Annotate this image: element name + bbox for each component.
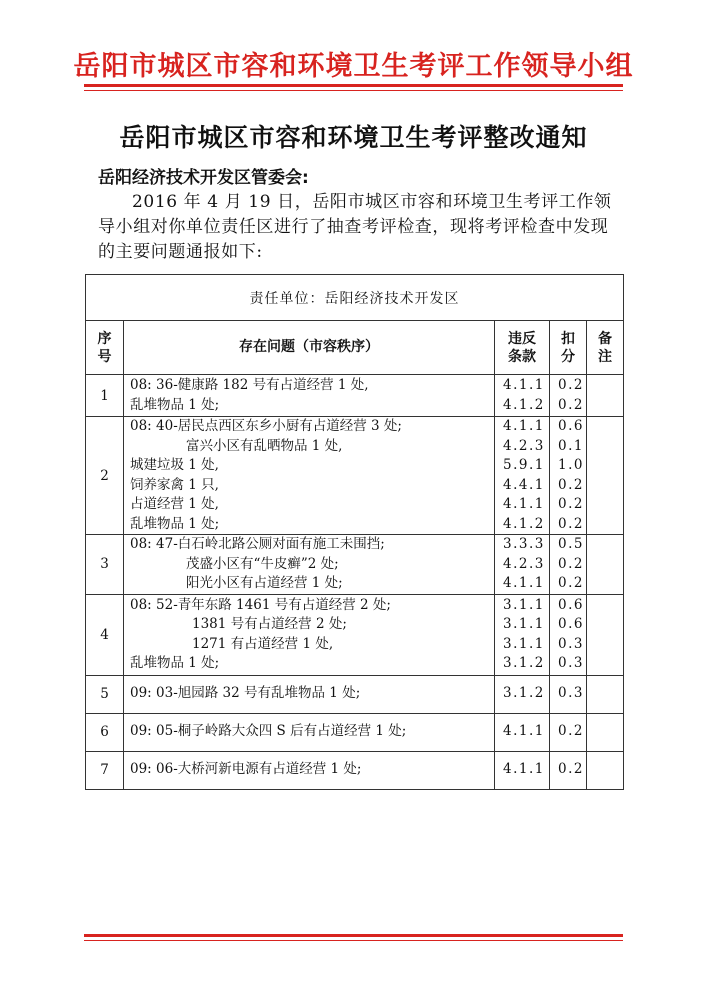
points-value: 0.6 — [558, 418, 584, 434]
points-value: 0.3 — [558, 655, 584, 671]
footer-rule-thin — [84, 940, 623, 941]
notice-body: 2016 年 4 月 19 日，岳阳市城区市容和环境卫生考评工作领导小组对你单位责任区进行了抽查考评检查，现将考评检查中发现的主要问题通报如下: — [98, 192, 612, 262]
clause-cell — [495, 417, 550, 535]
clause-cell — [495, 375, 550, 417]
issue-line: 08: 40-居民点西区东乡小厨有占道经营 3 处; — [130, 418, 402, 434]
footer-rule-thick — [84, 934, 623, 937]
header-no-label: 序号 — [97, 330, 112, 365]
addressee: 岳阳经济技术开发区管委会: — [98, 168, 309, 188]
points-value: 0.1 — [558, 437, 584, 454]
remark-cell — [587, 751, 624, 789]
clause-code: 3.1.1 — [503, 596, 545, 613]
header-no — [86, 321, 124, 375]
issue-line: 乱堆物品 1 处; — [130, 655, 220, 671]
responsible-unit-cell — [86, 275, 624, 321]
row-number: 7 — [86, 751, 124, 789]
issue-line: 城建垃圾 1 处, — [130, 457, 219, 473]
row-number: 4 — [86, 594, 124, 675]
clause-code: 4.1.1 — [503, 377, 545, 393]
points-cell — [550, 675, 587, 713]
remark-cell — [587, 675, 624, 713]
points-value: 0.2 — [558, 496, 584, 512]
points-cell — [550, 535, 587, 595]
issue-line: 09: 06-大桥河新电源有占道经营 1 处; — [130, 761, 362, 778]
org-header-title: 岳阳市城区市容和环境卫生考评工作领导小组 — [73, 51, 634, 82]
issue-cell — [124, 675, 495, 713]
issue-line: 乱堆物品 1 处; — [130, 396, 220, 413]
issue-cell — [124, 535, 495, 595]
points-value: 0.2 — [558, 761, 584, 778]
remark-cell — [587, 375, 624, 417]
clause-cell — [495, 713, 550, 751]
clause-cell — [495, 675, 550, 713]
issue-line: 1381 号有占道经营 2 处; — [192, 616, 347, 632]
clause-code: 4.2.3 — [503, 437, 545, 454]
header-rule-thick — [84, 84, 623, 87]
points-value: 0.2 — [558, 396, 584, 413]
clause-code: 4.1.1 — [503, 723, 545, 740]
table-row — [86, 417, 624, 535]
row-number: 6 — [86, 713, 124, 751]
clause-code: 5.9.1 — [503, 457, 545, 473]
issue-line: 08: 52-青年东路 1461 号有占道经营 2 处; — [130, 596, 391, 613]
clause-code: 4.1.1 — [503, 496, 545, 512]
header-remark-label: 备注 — [598, 330, 613, 365]
clause-code: 4.4.1 — [503, 476, 545, 493]
clause-cell — [495, 751, 550, 789]
points-cell — [550, 417, 587, 535]
header-code-label: 违反条款 — [508, 330, 536, 365]
clause-code: 4.1.2 — [503, 515, 545, 532]
issue-line: 09: 05-桐子岭路大众四 S 后有占道经营 1 处; — [130, 723, 407, 740]
points-value: 0.2 — [558, 555, 584, 572]
issue-line: 茂盛小区有“牛皮癣”2 处; — [186, 555, 339, 572]
issue-line: 富兴小区有乱晒物品 1 处, — [186, 437, 343, 454]
points-value: 0.5 — [558, 536, 584, 552]
header-rule-thin — [84, 90, 623, 91]
issue-line: 占道经营 1 处, — [130, 496, 219, 512]
remark-cell — [587, 594, 624, 675]
issue-line: 1271 有占道经营 1 处, — [192, 635, 334, 652]
inspection-table — [85, 274, 624, 790]
header-points-label: 扣分 — [561, 330, 575, 365]
remark-cell — [587, 535, 624, 595]
points-value: 0.6 — [558, 596, 584, 613]
points-value: 0.2 — [558, 575, 584, 591]
clause-code: 4.1.1 — [503, 575, 545, 591]
issue-cell — [124, 417, 495, 535]
header-code — [495, 321, 550, 375]
clause-code: 3.1.1 — [503, 616, 545, 632]
clause-code: 4.1.1 — [503, 761, 545, 778]
clause-code: 3.1.2 — [503, 655, 545, 671]
table-row — [86, 535, 624, 595]
table-row — [86, 713, 624, 751]
clause-cell — [495, 535, 550, 595]
row-number: 2 — [86, 417, 124, 535]
remark-cell — [587, 713, 624, 751]
points-cell — [550, 375, 587, 417]
issue-cell — [124, 713, 495, 751]
responsible-unit-label: 责任单位：岳阳经济技术开发区 — [249, 290, 460, 307]
clause-code: 4.1.2 — [503, 396, 545, 413]
points-value: 0.2 — [558, 515, 584, 532]
clause-code: 3.3.3 — [503, 536, 545, 552]
table-row — [86, 675, 624, 713]
clause-cell — [495, 594, 550, 675]
points-value: 0.2 — [558, 723, 584, 740]
table-row — [86, 751, 624, 789]
points-value: 0.3 — [558, 635, 584, 652]
clause-code: 4.1.1 — [503, 418, 545, 434]
issue-line: 08: 47-白石岭北路公厕对面有施工未围挡; — [130, 536, 385, 552]
issue-cell — [124, 751, 495, 789]
points-cell — [550, 713, 587, 751]
points-cell — [550, 751, 587, 789]
table-body — [86, 375, 624, 790]
issue-line: 08: 36-健康路 182 号有占道经营 1 处, — [130, 377, 369, 393]
clause-code: 3.1.2 — [503, 685, 545, 702]
header-issue-label: 存在问题（市容秩序） — [239, 339, 379, 355]
row-number: 3 — [86, 535, 124, 595]
points-value: 0.3 — [558, 685, 584, 702]
header-points — [550, 321, 587, 375]
clause-code: 3.1.1 — [503, 635, 545, 652]
remark-cell — [587, 417, 624, 535]
row-number: 1 — [86, 375, 124, 417]
points-value: 1.0 — [558, 457, 584, 473]
issue-line: 09: 03-旭园路 32 号有乱堆物品 1 处; — [130, 685, 361, 702]
issue-line: 阳光小区有占道经营 1 处; — [186, 575, 343, 591]
table-row — [86, 375, 624, 417]
header-issue — [124, 321, 495, 375]
points-value: 0.2 — [558, 476, 584, 493]
header-remark — [587, 321, 624, 375]
clause-code: 4.2.3 — [503, 555, 545, 572]
points-cell — [550, 594, 587, 675]
notice-title: 岳阳市城区市容和环境卫生考评整改通知 — [119, 123, 588, 152]
row-number: 5 — [86, 675, 124, 713]
issue-line: 乱堆物品 1 处; — [130, 515, 220, 532]
issue-line: 饲养家禽 1 只, — [130, 476, 219, 493]
issue-cell — [124, 594, 495, 675]
points-value: 0.6 — [558, 616, 584, 632]
points-value: 0.2 — [558, 377, 584, 393]
issue-cell — [124, 375, 495, 417]
table-row — [86, 594, 624, 675]
